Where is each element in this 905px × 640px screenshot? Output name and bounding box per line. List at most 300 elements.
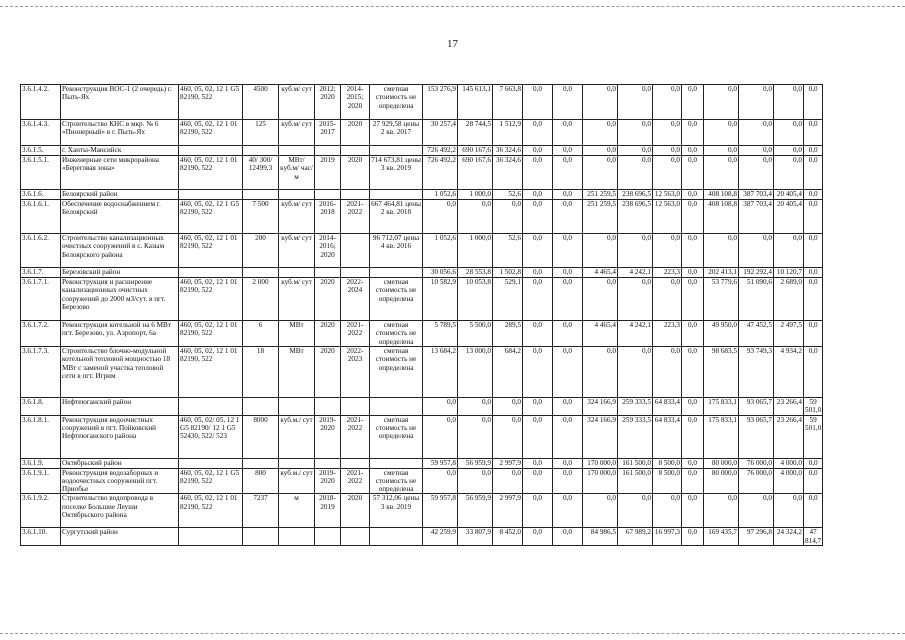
cell-v8: 0,0 xyxy=(653,347,682,398)
cell-v2: 56 959,9 xyxy=(458,458,493,468)
cell-cap xyxy=(243,146,279,156)
cell-num: 3.6.1.6.1. xyxy=(21,200,61,234)
cell-v3: 7 663,8 xyxy=(493,85,523,120)
cell-v1: 153 276,9 xyxy=(423,85,458,120)
cell-v4: 0,0 xyxy=(523,268,553,278)
cell-v1: 42 259,9 xyxy=(423,528,458,546)
cell-v3: 0,0 xyxy=(493,468,523,494)
cell-v1: 726 492,2 xyxy=(423,146,458,156)
cell-v4: 0,0 xyxy=(523,398,553,416)
cell-v10: 0,0 xyxy=(704,494,739,528)
cell-v11: 0,0 xyxy=(739,156,774,190)
cell-v7: 0,0 xyxy=(618,278,653,321)
cell-v6: 324 166,9 xyxy=(583,415,618,458)
cell-name: г. Ханты-Мансийск xyxy=(61,146,179,156)
cell-v13: 0,0 xyxy=(804,234,823,268)
cell-v8: 64 833,4 xyxy=(653,398,682,416)
cell-v11: 0,0 xyxy=(739,120,774,146)
cell-v7: 0,0 xyxy=(618,347,653,398)
cell-num: 3.6.1.6.2. xyxy=(21,234,61,268)
cell-v12: 0,0 xyxy=(774,234,804,268)
cell-y2: 2020 xyxy=(341,156,370,190)
cell-unit xyxy=(279,458,315,468)
cell-y1 xyxy=(315,458,341,468)
cell-unit: куб.м/ сут xyxy=(279,278,315,321)
cell-kbk: 460, 05, 02, 12 1 01 82190, 522 xyxy=(179,494,243,528)
cell-num: 3.6.1.8. xyxy=(21,398,61,416)
cell-num: 3.6.1.8.1. xyxy=(21,415,61,458)
cell-v4: 0,0 xyxy=(523,468,553,494)
cell-num: 3.6.1.7.2. xyxy=(21,321,61,347)
cell-v11: 76 000,0 xyxy=(739,458,774,468)
cell-num: 3.6.1.7. xyxy=(21,268,61,278)
cell-unit xyxy=(279,190,315,200)
cell-v6: 170 000,0 xyxy=(583,468,618,494)
cell-v5: 0,0 xyxy=(553,528,583,546)
cell-cap: 7 500 xyxy=(243,200,279,234)
cell-v10: 53 779,6 xyxy=(704,278,739,321)
cell-v2: 28 744,5 xyxy=(458,120,493,146)
cell-v11: 0,0 xyxy=(739,85,774,120)
cell-v1: 10 582,9 xyxy=(423,278,458,321)
cell-cap: 6 xyxy=(243,321,279,347)
cell-y2: 2021-2022 xyxy=(341,415,370,458)
cell-v5: 0,0 xyxy=(553,190,583,200)
cell-cap: 200 xyxy=(243,234,279,268)
table-row xyxy=(21,458,823,468)
cell-cost: сметная стоимость не определена xyxy=(370,415,423,458)
cell-name: Инженерные сети микрорайона «Береговая зона» xyxy=(61,156,179,190)
cell-v6: 170 000,0 xyxy=(583,458,618,468)
cell-cost: сметная стоимость не определена xyxy=(370,85,423,120)
cell-cap: 800 xyxy=(243,468,279,494)
cell-v12: 4 000,0 xyxy=(774,458,804,468)
cell-v6: 0,0 xyxy=(583,278,618,321)
cell-y1: 2019 xyxy=(315,156,341,190)
cell-cost xyxy=(370,398,423,416)
cell-unit: куб.м/ сут xyxy=(279,234,315,268)
cell-v4: 0,0 xyxy=(523,120,553,146)
cell-v10: 169 435,7 xyxy=(704,528,739,546)
cell-v4: 0,0 xyxy=(523,494,553,528)
cell-v8: 0,0 xyxy=(653,494,682,528)
cell-unit: куб.м/ сут xyxy=(279,120,315,146)
table-row xyxy=(21,156,823,190)
cell-v9: 0,0 xyxy=(682,528,704,546)
cell-kbk xyxy=(179,190,243,200)
cell-v12: 4 934,2 xyxy=(774,347,804,398)
cell-y1: 2019-2020 xyxy=(315,415,341,458)
cell-y1: 2020 xyxy=(315,278,341,321)
cell-v12: 0,0 xyxy=(774,85,804,120)
cell-y1 xyxy=(315,398,341,416)
cell-v1: 59 957,8 xyxy=(423,458,458,468)
cell-v10: 0,0 xyxy=(704,234,739,268)
table-row xyxy=(21,415,823,458)
cell-unit xyxy=(279,528,315,546)
cell-v3: 529,1 xyxy=(493,278,523,321)
cell-y2 xyxy=(341,528,370,546)
cell-v8: 12 563,0 xyxy=(653,200,682,234)
cell-v12: 23 266,4 xyxy=(774,398,804,416)
cell-v12: 4 000,0 xyxy=(774,468,804,494)
cell-v7: 161 500,0 xyxy=(618,458,653,468)
cell-v8: 8 500,0 xyxy=(653,458,682,468)
cell-v2: 56 959,9 xyxy=(458,494,493,528)
cell-v10: 0,0 xyxy=(704,156,739,190)
cell-name: Реконструкция котельной на 6 МВт пгт. Березово, ул. Аэропорт, 6а xyxy=(61,321,179,347)
cell-v9: 0,0 xyxy=(682,190,704,200)
cell-cost: 96 712,07 цены 4 кв. 2016 xyxy=(370,234,423,268)
cell-v9: 0,0 xyxy=(682,278,704,321)
cell-v9: 0,0 xyxy=(682,494,704,528)
cell-v7: 0,0 xyxy=(618,156,653,190)
cell-v2: 0,0 xyxy=(458,415,493,458)
cell-y2: 2014-2015; 2020 xyxy=(341,85,370,120)
cell-kbk: 460, 05, 02, 12 1 01 82190, 522 xyxy=(179,120,243,146)
cell-unit xyxy=(279,146,315,156)
cell-v6: 0,0 xyxy=(583,146,618,156)
cell-v7: 0,0 xyxy=(618,234,653,268)
cell-v7: 0,0 xyxy=(618,494,653,528)
cell-v2: 33 807,9 xyxy=(458,528,493,546)
cell-cost: 57 312,06 цены 3 кв. 2019 xyxy=(370,494,423,528)
cell-v12: 2 497,5 xyxy=(774,321,804,347)
cell-v8: 16 997,3 xyxy=(653,528,682,546)
cell-num: 3.6.1.5. xyxy=(21,146,61,156)
cell-v5: 0,0 xyxy=(553,234,583,268)
cell-v7: 0,0 xyxy=(618,85,653,120)
cell-v12: 20 405,4 xyxy=(774,200,804,234)
cell-y2 xyxy=(341,190,370,200)
cell-v1: 1 052,6 xyxy=(423,190,458,200)
cell-cap: 40/ 300/ 12499,3 xyxy=(243,156,279,190)
cell-v10: 98 683,5 xyxy=(704,347,739,398)
cell-v12: 20 405,4 xyxy=(774,190,804,200)
cell-name: Березовский район xyxy=(61,268,179,278)
cell-v11: 0,0 xyxy=(739,234,774,268)
cell-v13: 0,0 xyxy=(804,458,823,468)
cell-v10: 408 108,8 xyxy=(704,200,739,234)
cell-v13: 59 501,0 xyxy=(804,415,823,458)
cell-unit: куб.м./ сут xyxy=(279,468,315,494)
cell-v7: 0,0 xyxy=(618,146,653,156)
cell-y2 xyxy=(341,234,370,268)
cell-kbk xyxy=(179,528,243,546)
cell-v3: 8 452,0 xyxy=(493,528,523,546)
cell-name: Обеспечение водоснабжением г. Белоярский xyxy=(61,200,179,234)
cell-v2: 145 613,1 xyxy=(458,85,493,120)
cell-v13: 0,0 xyxy=(804,468,823,494)
cell-v4: 0,0 xyxy=(523,200,553,234)
cell-v6: 4 465,4 xyxy=(583,321,618,347)
table-row xyxy=(21,268,823,278)
cell-v3: 1 502,8 xyxy=(493,268,523,278)
cell-name: Строительство водопровода в поселке Большие Леуши Октябрьского района xyxy=(61,494,179,528)
cell-v2: 10 053,8 xyxy=(458,278,493,321)
cell-v7: 238 696,5 xyxy=(618,190,653,200)
cell-v5: 0,0 xyxy=(553,268,583,278)
cell-v9: 0,0 xyxy=(682,156,704,190)
cell-v3: 36 324,6 xyxy=(493,156,523,190)
cell-name: Реконструкция и расширение канализационных очистных сооружений до 2000 м3/сут. в пгт. Березово xyxy=(61,278,179,321)
cell-v4: 0,0 xyxy=(523,234,553,268)
cell-v9: 0,0 xyxy=(682,146,704,156)
cell-v13: 0,0 xyxy=(804,146,823,156)
cell-v6: 4 465,4 xyxy=(583,268,618,278)
cell-v9: 0,0 xyxy=(682,458,704,468)
cell-v6: 0,0 xyxy=(583,120,618,146)
cell-v5: 0,0 xyxy=(553,494,583,528)
cell-v1: 0,0 xyxy=(423,468,458,494)
cell-kbk xyxy=(179,458,243,468)
cell-v13: 0,0 xyxy=(804,268,823,278)
cell-v11: 93 749,3 xyxy=(739,347,774,398)
cell-y2: 2022-2023 xyxy=(341,347,370,398)
cell-y1: 2020 xyxy=(315,347,341,398)
cell-v8: 0,0 xyxy=(653,156,682,190)
cell-v12: 24 324,2 xyxy=(774,528,804,546)
cell-v4: 0,0 xyxy=(523,156,553,190)
cell-cost xyxy=(370,458,423,468)
cell-y2 xyxy=(341,146,370,156)
cell-v1: 1 052,6 xyxy=(423,234,458,268)
cell-v2: 0,0 xyxy=(458,398,493,416)
cell-v2: 5 500,0 xyxy=(458,321,493,347)
cell-v13: 0,0 xyxy=(804,120,823,146)
scan-edge-bottom xyxy=(0,633,905,634)
cell-num: 3.6.1.9.2. xyxy=(21,494,61,528)
cell-v2: 690 167,6 xyxy=(458,146,493,156)
cell-cost: 27 929,58 цены 2 кв. 2017 xyxy=(370,120,423,146)
cell-num: 3.6.1.9. xyxy=(21,458,61,468)
cell-v4: 0,0 xyxy=(523,85,553,120)
cell-v3: 0,0 xyxy=(493,415,523,458)
cell-v13: 0,0 xyxy=(804,85,823,120)
table-row xyxy=(21,234,823,268)
cell-v7: 259 333,5 xyxy=(618,415,653,458)
page-number: 17 xyxy=(447,38,458,50)
cell-v2: 1 000,0 xyxy=(458,190,493,200)
cell-v9: 0,0 xyxy=(682,398,704,416)
cell-cost xyxy=(370,146,423,156)
cell-cost: сметная стоимость не определена xyxy=(370,321,423,347)
cell-v12: 0,0 xyxy=(774,146,804,156)
cell-num: 3.6.1.5.1. xyxy=(21,156,61,190)
cell-name: Сургутский район xyxy=(61,528,179,546)
cell-v12: 0,0 xyxy=(774,156,804,190)
cell-v7: 259 333,5 xyxy=(618,398,653,416)
cell-v10: 202 413,1 xyxy=(704,268,739,278)
cell-name: Строительство блочно-модульной котельной тепловой мощностью 18 МВт с заменой участка тепловой сети в пгт. Игрим xyxy=(61,347,179,398)
cell-y2 xyxy=(341,458,370,468)
cell-cap: 7237 xyxy=(243,494,279,528)
cell-unit: м xyxy=(279,494,315,528)
table-row xyxy=(21,200,823,234)
cell-v7: 4 242,1 xyxy=(618,321,653,347)
cell-v11: 192 292,4 xyxy=(739,268,774,278)
cell-v8: 8 500,0 xyxy=(653,468,682,494)
cell-v5: 0,0 xyxy=(553,458,583,468)
cell-v2: 0,0 xyxy=(458,468,493,494)
cell-v6: 0,0 xyxy=(583,85,618,120)
cell-kbk: 460, 05, 02, 12 1 01 82190, 522 xyxy=(179,156,243,190)
cell-cost xyxy=(370,528,423,546)
cell-cost xyxy=(370,268,423,278)
cell-v3: 0,0 xyxy=(493,200,523,234)
cell-cost: 714 673,81 цены 3 кв. 2019 xyxy=(370,156,423,190)
cell-y1 xyxy=(315,146,341,156)
table-row xyxy=(21,494,823,528)
cell-cap: 2 000 xyxy=(243,278,279,321)
cell-y1 xyxy=(315,268,341,278)
cell-v5: 0,0 xyxy=(553,200,583,234)
cell-v3: 684,2 xyxy=(493,347,523,398)
cell-v5: 0,0 xyxy=(553,146,583,156)
cell-num: 3.6.1.7.3. xyxy=(21,347,61,398)
table-row xyxy=(21,468,823,494)
cell-y1 xyxy=(315,190,341,200)
cell-num: 3.6.1.10. xyxy=(21,528,61,546)
cell-v1: 0,0 xyxy=(423,415,458,458)
cell-kbk xyxy=(179,146,243,156)
cell-v10: 175 833,1 xyxy=(704,398,739,416)
cell-name: Октябрьский район xyxy=(61,458,179,468)
cell-v13: 47 814,7 xyxy=(805,528,822,545)
cell-v4: 0,0 xyxy=(523,278,553,321)
cell-v11: 0,0 xyxy=(739,494,774,528)
cell-y2: 2021-2022 xyxy=(341,321,370,347)
cell-y1: 2018-2019 xyxy=(315,494,341,528)
cell-name: Нефтеюганский район xyxy=(61,398,179,416)
cell-v9: 0,0 xyxy=(682,85,704,120)
cell-v13: 59 501,0 xyxy=(805,398,822,415)
cell-v11: 76 000,0 xyxy=(739,468,774,494)
cell-v1: 13 684,2 xyxy=(423,347,458,398)
table-row xyxy=(21,398,823,416)
table-row xyxy=(21,146,823,156)
cell-kbk: 460, 05, 02, 12 1 01 82190, 522 xyxy=(179,347,243,398)
cell-v4: 0,0 xyxy=(523,321,553,347)
table-row xyxy=(21,347,823,398)
cell-v9: 0,0 xyxy=(682,120,704,146)
cell-v8: 0,0 xyxy=(653,85,682,120)
cell-cap xyxy=(243,268,279,278)
cell-unit: МВт/ куб.м/ час/ м xyxy=(279,156,315,190)
cell-name: Строительство канализационных очистных сооружений в с. Казым Белоярского района xyxy=(61,234,179,268)
cell-v13: 0,0 xyxy=(804,278,823,321)
cell-cap: 18 xyxy=(243,347,279,398)
cell-v1: 5 789,5 xyxy=(423,321,458,347)
cell-v3: 2 997,9 xyxy=(493,494,523,528)
table-row xyxy=(21,190,823,200)
cell-v13: 0,0 xyxy=(804,347,823,398)
cell-kbk: 460, 05, 02, 12 1 01 82190, 522 xyxy=(179,278,243,321)
cell-v5: 0,0 xyxy=(553,398,583,416)
cell-v13: 0,0 xyxy=(804,156,823,190)
cell-v3: 2 997,9 xyxy=(493,458,523,468)
cell-num: 3.6.1.4.2. xyxy=(21,85,61,120)
cell-kbk: 460, 05, 02/ 05, 12 1 G5 82190/ 12 1 G5 52430, 522/ 523 xyxy=(179,415,243,458)
cell-v9: 0,0 xyxy=(682,268,704,278)
cell-v3: 36 324,6 xyxy=(493,146,523,156)
cell-v10: 80 000,0 xyxy=(704,458,739,468)
cell-v13: 0,0 xyxy=(804,321,823,347)
cell-v2: 1 000,0 xyxy=(458,234,493,268)
cell-v5: 0,0 xyxy=(553,415,583,458)
cell-y1 xyxy=(315,528,341,546)
cell-cap: 4500 xyxy=(243,85,279,120)
cell-kbk: 460, 05, 02, 12 1 01 82190, 522 xyxy=(179,234,243,268)
cell-v8: 0,0 xyxy=(653,234,682,268)
cell-v5: 0,0 xyxy=(553,347,583,398)
cell-v10: 408 108,8 xyxy=(704,190,739,200)
cell-v4: 0,0 xyxy=(523,146,553,156)
cell-v1: 0,0 xyxy=(423,398,458,416)
cell-v5: 0,0 xyxy=(553,321,583,347)
cell-v9: 0,0 xyxy=(682,415,704,458)
cell-v10: 0,0 xyxy=(704,146,739,156)
cell-v1: 0,0 xyxy=(423,200,458,234)
cell-v11: 93 065,7 xyxy=(739,415,774,458)
cell-y1: 2015-2017 xyxy=(315,120,341,146)
cell-y2 xyxy=(341,398,370,416)
table-row xyxy=(21,321,823,347)
cell-name: Реконструкция водозаборных и водоочистных сооружений пгт. Приобье xyxy=(61,468,179,494)
cell-name: Строительство КНС в мкр. № 6 «Пионерный» в г. Пыть-Ях xyxy=(61,120,179,146)
cell-v7: 161 500,0 xyxy=(618,468,653,494)
cell-v9: 0,0 xyxy=(682,234,704,268)
cell-v10: 175 833,1 xyxy=(704,415,739,458)
cell-v3: 52,6 xyxy=(493,190,523,200)
cell-v6: 84 986,5 xyxy=(583,528,618,546)
cell-y2: 2020 xyxy=(341,120,370,146)
cell-v12: 0,0 xyxy=(774,494,804,528)
cell-v8: 0,0 xyxy=(653,120,682,146)
cell-v8: 64 833,4 xyxy=(653,415,682,458)
cell-v6: 324 166,9 xyxy=(583,398,618,416)
cell-v11: 51 090,6 xyxy=(739,278,774,321)
cell-v11: 93 065,7 xyxy=(739,398,774,416)
cell-v12: 2 689,0 xyxy=(774,278,804,321)
cell-v8: 223,3 xyxy=(653,268,682,278)
cell-kbk: 460, 05, 02, 12 1 G5 82190, 522 xyxy=(179,85,243,120)
cell-cost: сметная стоимость не определена xyxy=(370,347,423,398)
cell-v9: 0,0 xyxy=(682,200,704,234)
cell-cap xyxy=(243,398,279,416)
cell-unit: МВт xyxy=(279,321,315,347)
scan-edge-top xyxy=(0,6,905,7)
cell-v8: 0,0 xyxy=(653,146,682,156)
cell-v4: 0,0 xyxy=(523,458,553,468)
cell-kbk: 460, 05, 02, 12 1 G5 82190, 522 xyxy=(179,200,243,234)
cell-y2: 2021-2022 xyxy=(341,200,370,234)
cell-y1: 2012; 2020 xyxy=(315,85,341,120)
cell-v2: 28 553,8 xyxy=(458,268,493,278)
cell-v4: 0,0 xyxy=(523,190,553,200)
cell-v9: 0,0 xyxy=(682,468,704,494)
table-row xyxy=(21,120,823,146)
cell-y1: 2014-2016; 2020 xyxy=(315,234,341,268)
cell-v11: 0,0 xyxy=(739,146,774,156)
cell-v8: 12 563,0 xyxy=(653,190,682,200)
cell-v11: 387 703,4 xyxy=(739,190,774,200)
cell-cost: сметная стоимость не определена xyxy=(370,468,423,494)
cell-v11: 97 296,8 xyxy=(739,528,774,546)
cell-v1: 30 056,6 xyxy=(423,268,458,278)
cell-v13: 0,0 xyxy=(804,200,823,234)
cell-v3: 289,5 xyxy=(493,321,523,347)
